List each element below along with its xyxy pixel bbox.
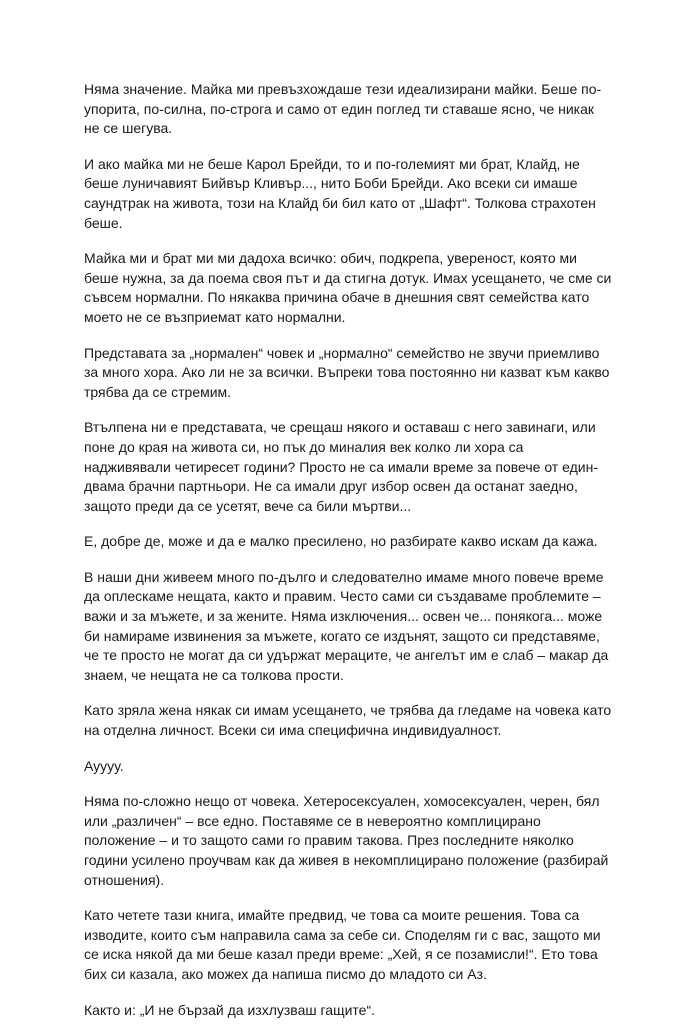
document-page bbox=[84, 80, 624, 1036]
paragraph: Няма значение. Майка ми превъзхождаше тези идеализирани майки. Беше по- упорита, по-силна, по-строга и само от един поглед ти ставаше ясно, че никак не се шегува. bbox=[84, 81, 602, 137]
paragraph: Като зряла жена някак си имам усещането, че трябва да гледаме на човека като на отделна личност. Всеки си има специфична индивидуалност. bbox=[84, 702, 612, 739]
paragraph: И ако майка ми не беше Карол Брейди, то и по-големият ми брат, Клайд, не беше луничавият Бийвър Кливър..., нито Боби Брейди. Ако всеки си имаше саундтрак на живота, този на Клайд би бил като от „Шафт“. Толкова страхотен беше. bbox=[84, 155, 596, 231]
paragraph: Втълпена ни е представата, че срещаш някого и оставаш с него завинаги, или поне до края на живота си, но пък до миналия век колко ли хора са надживявали четиресет години? Просто не са имали време за повече от един- двама брачни партньори. Не са имали друг избор освен да останат заедно, защото преди да се усетят, вече са били мъртви... bbox=[84, 419, 598, 514]
paragraph: В наши дни живеем много по-дълго и следователно имаме много повече време да оплескаме нещата, както и правим. Често сами си създаваме проблемите – важи и за мъжете, и за жените. Няма изключения... освен че... понякога... може би намираме извинения за мъжете, когато се издънят, защото си представяме, че те просто не могат да си удържат мераците, че ангелът им е слаб – макар да знаем, че нещата не са толкова прости. bbox=[84, 568, 609, 683]
paragraph: Няма по-сложно нещо от човека. Хетеросексуален, хомосексуален, черен, бял или „различен“ – все едно. Поставяме се в невероятно комплицирано положение – и то защото сами го правим такова. През последните няколко години усилено проучвам как да живея в некомплицирано положение (разбирай отношения). bbox=[84, 793, 609, 888]
paragraph: Като четете тази книга, имайте предвид, че това са моите решения. Това са изводите, които съм направила сама за себе си. Споделям ги с вас, защото ми се иска някой да ми беше казал преди време: „Хей, я се позамисли!“. Ето това бих си казала, ако можех да напиша писмо до младото си Аз. bbox=[84, 907, 601, 982]
paragraph: Е, добре де, може и да е малко пресилено, но разбирате какво искам да кажа. bbox=[84, 533, 598, 550]
paragraph: Както и: „И не бързай да изхлузваш гащите“. bbox=[84, 1001, 375, 1018]
paragraph: Майка ми и брат ми ми дадоха всичко: обич, подкрепа, увереност, която ми беше нужна, за да поема своя път и да стигна дотук. Имах усещането, че сме си съвсем нормални. По някаква причина обаче в днешния свят семейства като моето не се възприемат като нормални. bbox=[84, 250, 612, 325]
paragraph: Представата за „нормален“ човек и „нормално“ семейство не звучи приемливо за много хора. Ако ли не за всички. Въпреки това постоянно ни казват към какво трябва да се стремим. bbox=[84, 344, 610, 400]
paragraph: Ауууу. bbox=[84, 757, 124, 774]
